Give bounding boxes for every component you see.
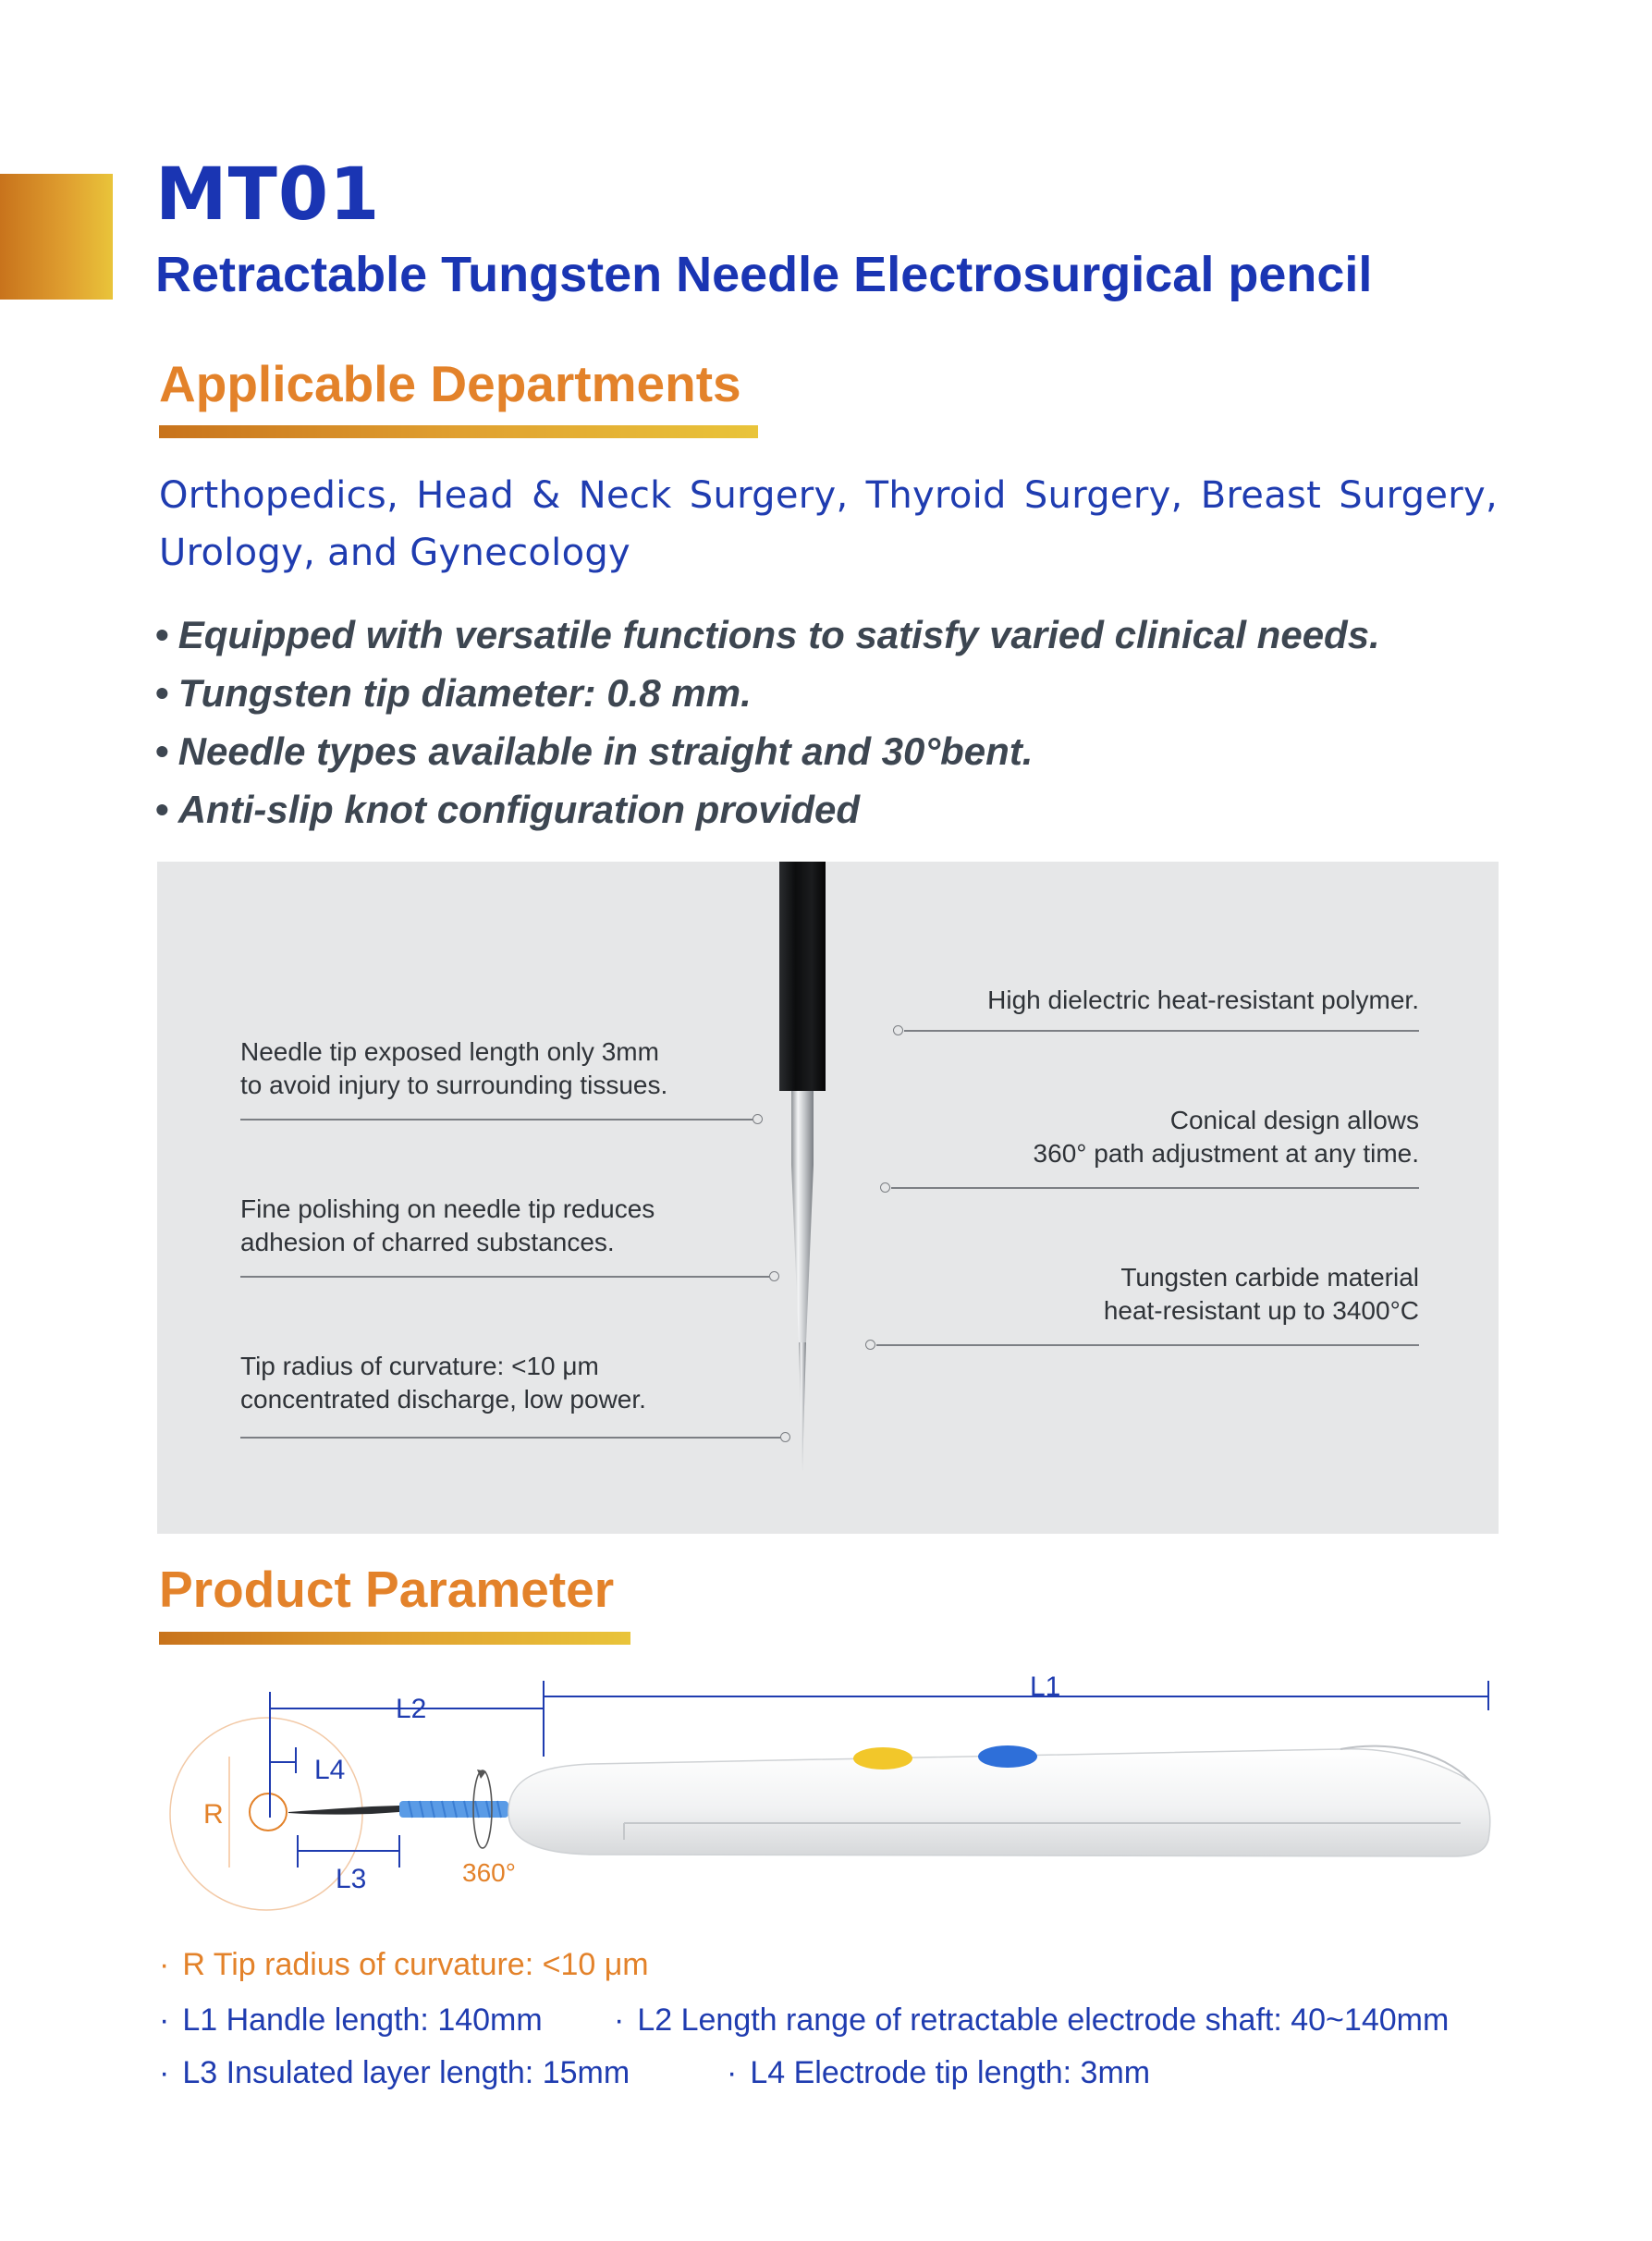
tip-radius-circle xyxy=(250,1794,287,1831)
product-title: Retractable Tungsten Needle Electrosurgical pencil xyxy=(155,247,1373,302)
bullet: • xyxy=(155,729,169,773)
param-note-text: L1 Handle length: 140mm xyxy=(182,2002,543,2038)
feature-item xyxy=(155,606,1380,664)
callout-leader-dot xyxy=(880,1182,890,1193)
param-note-r xyxy=(159,1946,649,1983)
param-note-text: L2 Length range of retractable electrode shaft: 40~140mm xyxy=(637,2002,1450,2038)
callout-leader-dot xyxy=(865,1340,875,1350)
callout-leader-dot xyxy=(893,1025,903,1035)
feature-item xyxy=(155,722,1380,780)
callout-fine-polishing xyxy=(240,1193,655,1259)
bullet: · xyxy=(159,2002,170,2038)
callout-leader-line xyxy=(240,1119,753,1120)
feature-text: Anti-slip knot configuration provided xyxy=(177,788,861,831)
departments-heading: Applicable Departments xyxy=(159,355,741,412)
param-note-text: R Tip radius of curvature: <10 μm xyxy=(182,1947,649,1982)
callout-conical-design xyxy=(1034,1104,1419,1170)
callout-leader-line xyxy=(240,1276,769,1278)
dim-label-l3: L3 xyxy=(336,1864,367,1894)
callout-leader-dot xyxy=(780,1432,790,1442)
product-code: MT01 xyxy=(155,153,381,237)
param-note-l4 xyxy=(727,2054,1150,2091)
callout-dielectric-polymer xyxy=(987,984,1419,1017)
feature-text: Tungsten tip diameter: 0.8 mm. xyxy=(177,671,752,715)
bullet: • xyxy=(155,613,169,656)
callout-line: heat-resistant up to 3400°C xyxy=(1103,1296,1419,1325)
callout-leader-line xyxy=(904,1030,1419,1032)
callout-leader-dot xyxy=(769,1271,779,1281)
callout-leader-dot xyxy=(753,1114,763,1124)
parameter-heading: Product Parameter xyxy=(159,1561,615,1618)
electrode-tip xyxy=(288,1806,399,1815)
feature-text: Needle types available in straight and 30°bent. xyxy=(177,729,1034,773)
bullet: · xyxy=(159,1947,170,1982)
callout-line: 360° path adjustment at any time. xyxy=(1033,1139,1419,1168)
callout-leader-line xyxy=(240,1437,780,1439)
callout-tip-radius xyxy=(240,1350,646,1416)
dim-label-l2: L2 xyxy=(396,1694,427,1724)
feature-item xyxy=(155,780,1380,839)
param-note-l1 xyxy=(159,2002,543,2039)
callout-line: Conical design allows xyxy=(1169,1106,1419,1134)
callout-line: concentrated discharge, low power. xyxy=(240,1385,646,1414)
dim-label-rotation: 360° xyxy=(462,1858,516,1887)
callout-line: Needle tip exposed length only 3mm xyxy=(240,1037,659,1066)
callout-leader-line xyxy=(876,1344,1419,1346)
dim-label-l1: L1 xyxy=(1030,1672,1061,1702)
feature-text: Equipped with versatile functions to satisfy varied clinical needs. xyxy=(177,613,1380,656)
dim-label-r: R xyxy=(203,1799,224,1830)
bullet: • xyxy=(155,671,169,715)
parameter-heading-rule xyxy=(159,1632,630,1645)
departments-heading-rule xyxy=(159,425,758,438)
dim-label-l4: L4 xyxy=(314,1755,346,1785)
param-note-text: L3 Insulated layer length: 15mm xyxy=(182,2055,630,2090)
feature-item xyxy=(155,664,1380,722)
blue-coag-button xyxy=(978,1745,1037,1768)
bullet: · xyxy=(159,2055,170,2090)
callout-line: Fine polishing on needle tip reduces xyxy=(240,1194,655,1223)
bullet: • xyxy=(155,788,169,831)
param-note-text: L4 Electrode tip length: 3mm xyxy=(750,2055,1151,2090)
header-accent-block xyxy=(0,174,113,300)
param-note-l3 xyxy=(159,2054,630,2091)
feature-list xyxy=(155,606,1380,839)
departments-text: Orthopedics, Head & Neck Surgery, Thyroid Surgery, Breast Surgery, Urology, and Gynecology xyxy=(159,474,1498,574)
callout-exposed-length xyxy=(240,1035,667,1102)
yellow-cut-button xyxy=(853,1747,912,1770)
callout-line: Tip radius of curvature: <10 μm xyxy=(240,1352,599,1380)
param-note-l2 xyxy=(614,2002,1449,2039)
bullet: · xyxy=(727,2055,738,2090)
callout-line: Tungsten carbide material xyxy=(1120,1263,1419,1292)
callout-tungsten-carbide xyxy=(1104,1261,1419,1328)
callout-line: High dielectric heat-resistant polymer. xyxy=(987,986,1419,1014)
bullet: · xyxy=(614,2002,625,2038)
callout-line: to avoid injury to surrounding tissues. xyxy=(240,1071,668,1099)
callout-line: adhesion of charred substances. xyxy=(240,1228,615,1256)
callout-leader-line xyxy=(891,1187,1419,1189)
feature-panel xyxy=(157,862,1499,1534)
